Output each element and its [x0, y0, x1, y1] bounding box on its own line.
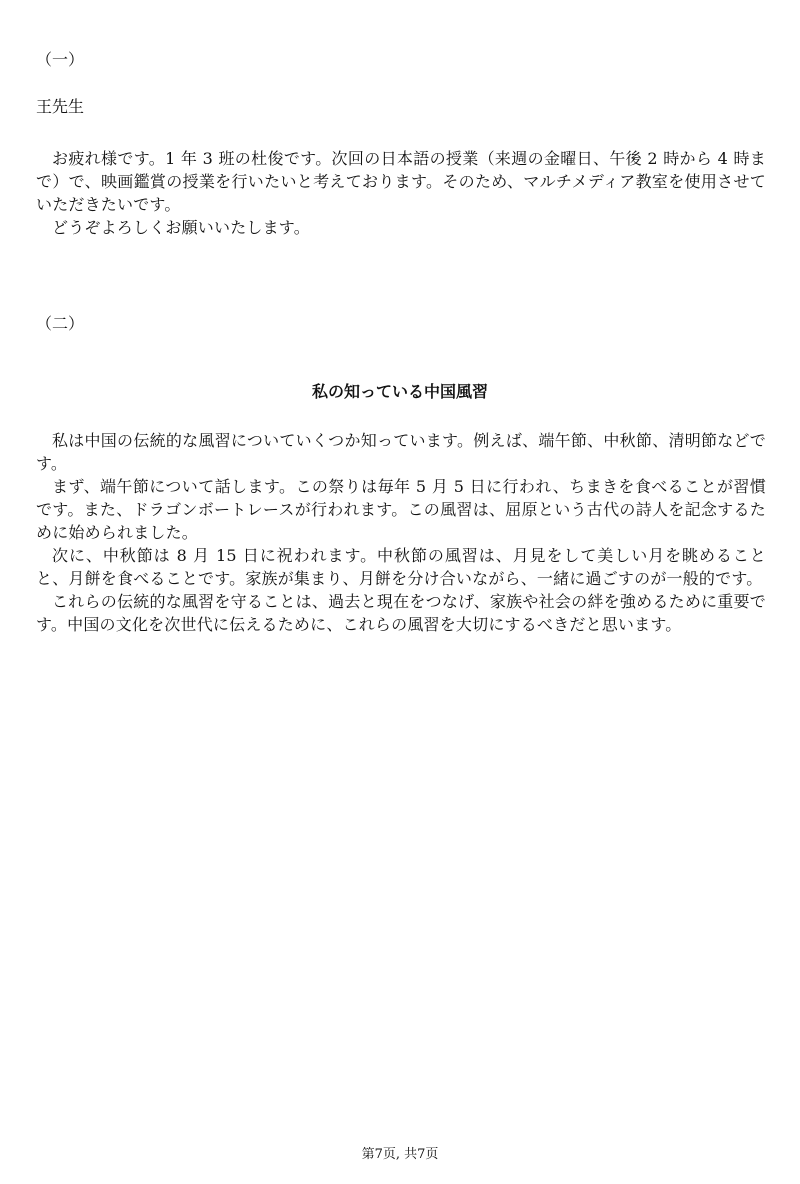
essay-paragraph: これらの伝統的な風習を守ることは、過去と現在をつなげ、家族や社会の絆を強めるために重要です。中国の文化を次世代に伝えるために、これらの風習を大切にするべきだと思います。 — [36, 592, 766, 634]
letter-body — [36, 147, 766, 239]
section-2-label: （二） — [36, 314, 85, 333]
letter-paragraph: お疲れ様です。1 年 3 班の杜俊です。次回の日本語の授業（来週の金曜日、午後 2 時から 4 時まで）で、映画鑑賞の授業を行いたいと考えております。そのため、マルチメディア教室を使用させていただきたいです。 — [36, 149, 766, 214]
letter-paragraph: どうぞよろしくお願いいたします。 — [52, 218, 310, 237]
essay-paragraph: まず、端午節について話します。この祭りは毎年 5 月 5 日に行われ、ちまきを食べることが習慣です。また、ドラゴンボートレースが行われます。この風習は、屈原という古代の詩人を記念するために始められました。 — [36, 477, 766, 542]
essay-paragraph: 次に、中秋節は 8 月 15 日に祝われます。中秋節の風習は、月見をして美しい月を眺めることと、月餅を食べることです。家族が集まり、月餅を分け合いながら、一緒に過ごすのが一般的です。 — [36, 546, 766, 588]
letter-greeting: 王先生 — [36, 97, 85, 116]
essay-title: 私の知っている中国風習 — [311, 382, 488, 401]
section-1-label: （一） — [36, 50, 85, 69]
essay-body — [36, 429, 766, 636]
page-footer: 第7页, 共7页 — [361, 1147, 439, 1162]
essay-paragraph: 私は中国の伝統的な風習についていくつか知っています。例えば、端午節、中秋節、清明節などです。 — [36, 431, 766, 473]
